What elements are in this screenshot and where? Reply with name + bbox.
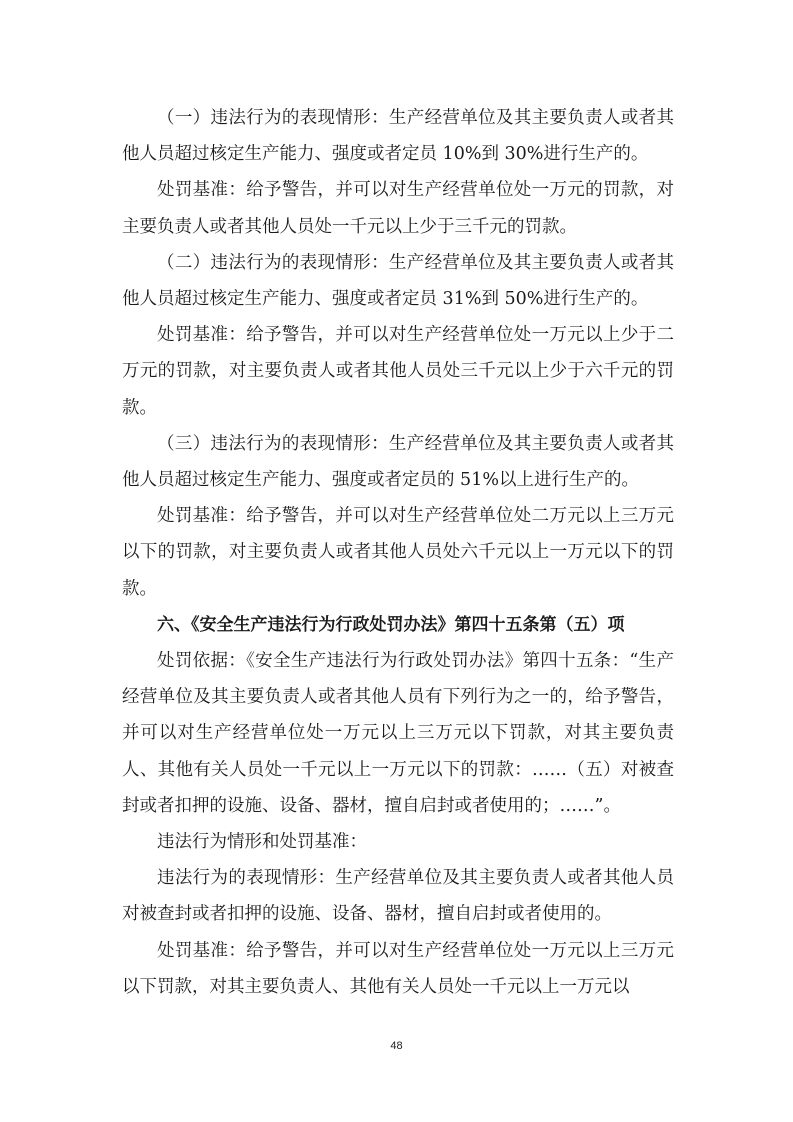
page-number: 48 (390, 1040, 403, 1052)
item-1-penalty-paragraph: 处罚基准：给予警告，并可以对生产经营单位处一万元的罚款，对主要负责人或者其他人员处一千元以上少于三千元的罚款。 (122, 180, 674, 237)
item-2-violation-paragraph: （二）违法行为的表现情形：生产经营单位及其主要负责人或者其他人员超过核定生产能力、强度或者定员 31%到 50%进行生产的。 (122, 252, 674, 310)
document-body (122, 100, 674, 1005)
item-2-penalty-paragraph: 处罚基准：给予警告，并可以对生产经营单位处一万元以上少于二万元的罚款，对主要负责人或者其他人员处三千元以上少于六千元的罚款。 (122, 325, 674, 418)
section-6-violation-paragraph: 违法行为的表现情形：生产经营单位及其主要负责人或者其他人员对被查封或者扣押的设施、设备、器材，擅自启封或者使用的。 (122, 868, 674, 925)
item-3-penalty-paragraph: 处罚基准：给予警告，并可以对生产经营单位处二万元以上三万元以下的罚款，对主要负责人或者其他人员处六千元以上一万元以下的罚款。 (122, 506, 674, 599)
item-3-violation-paragraph: （三）违法行为的表现情形：生产经营单位及其主要负责人或者其他人员超过核定生产能力、强度或者定员的 51%以上进行生产的。 (122, 433, 674, 491)
section-6-heading: 六、《安全生产违法行为行政处罚办法》第四十五条第（五）项 (157, 614, 625, 635)
item-1-violation-paragraph: （一）违法行为的表现情形：生产经营单位及其主要负责人或者其他人员超过核定生产能力、强度或者定员 10%到 30%进行生产的。 (122, 108, 674, 165)
section-6-penalty-paragraph: 处罚基准：给予警告，并可以对生产经营单位处一万元以上三万元以下罚款，对其主要负责人、其他有关人员处一千元以上一万元以 (122, 940, 674, 997)
section-6-basis-paragraph: 处罚依据：《安全生产违法行为行政处罚办法》第四十五条：“生产经营单位及其主要负责人或者其他人员有下列行为之一的，给予警告，并可以对生产经营单位处一万元以上三万元以下罚款，对其主要负责人、其他有关人员处一千元以上一万元以下的罚款：……（五）对被查封或者扣押的设施、设备、器材，擅自启封或者使用的；……”。 (122, 651, 674, 816)
section-6-subtitle-paragraph: 违法行为情形和处罚基准： (157, 832, 367, 853)
